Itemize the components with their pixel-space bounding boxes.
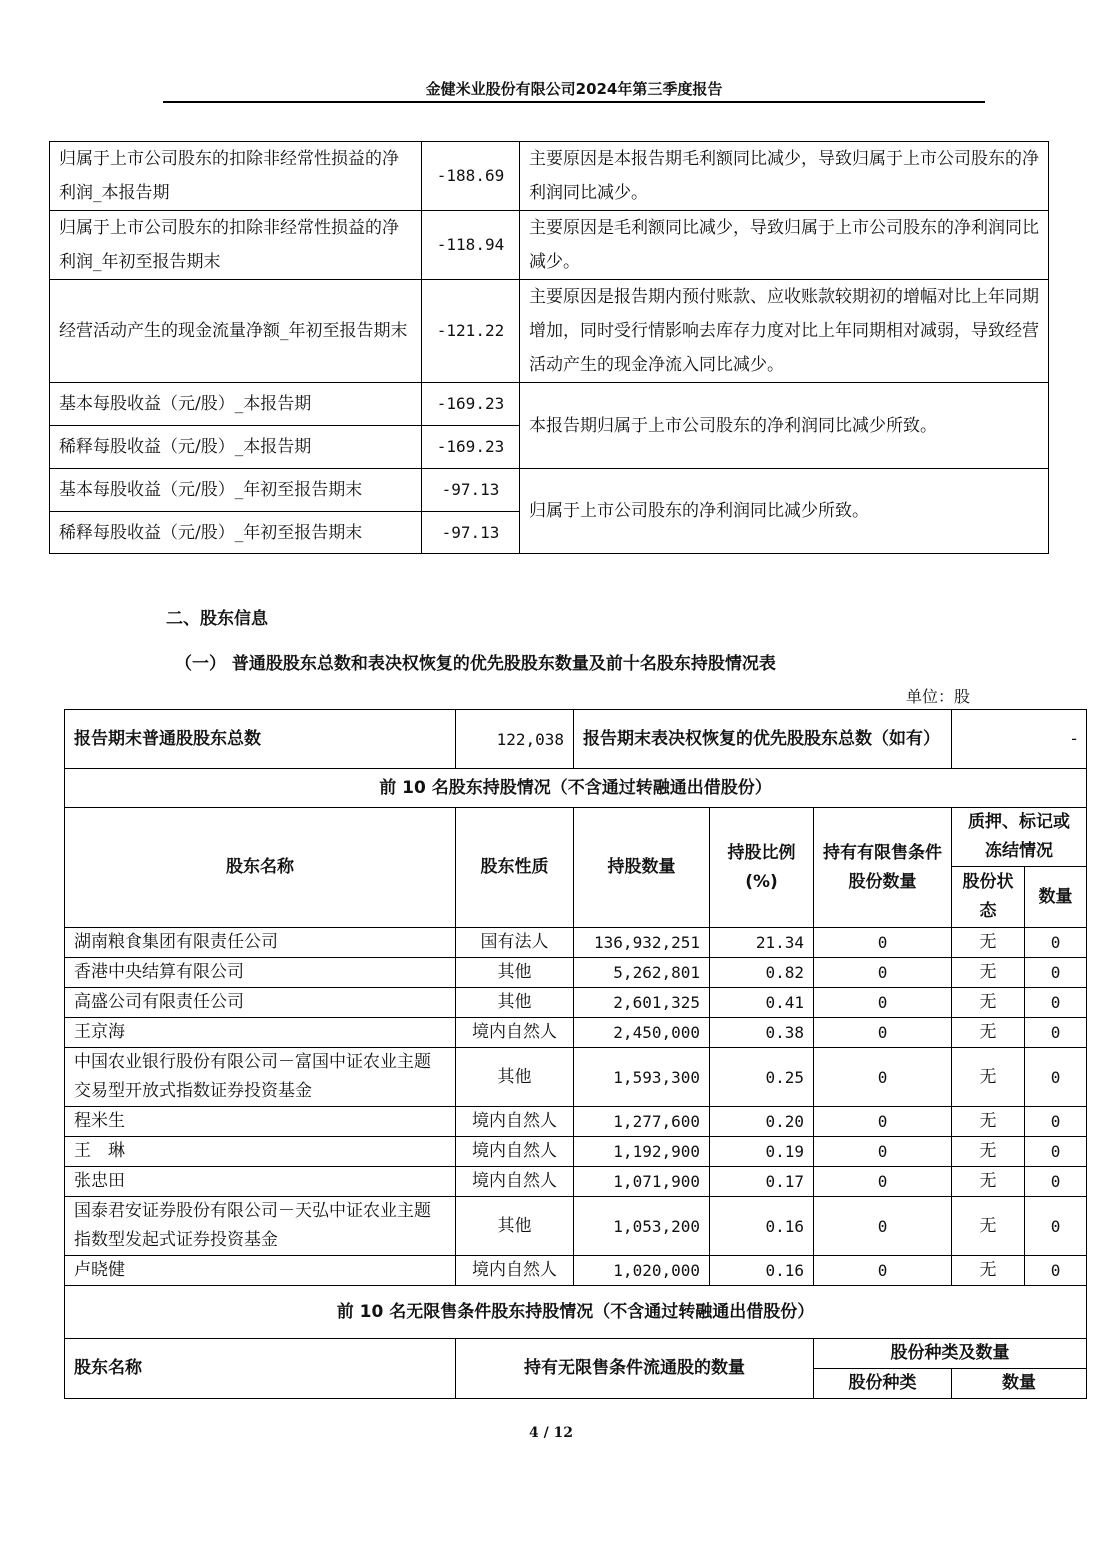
item-value: -169.23 [422,383,520,426]
holder-name: 湖南粮食集团有限责任公司 [65,928,456,958]
holder-ratio: 0.20 [710,1107,814,1137]
holder-pledge-status: 无 [952,1107,1025,1137]
holder-restricted: 0 [814,928,952,958]
section-subtitle: （一） 普通股股东总数和表决权恢复的优先股股东数量及前十名股东持股情况表 [175,654,776,674]
col-header-nature: 股东性质 [456,808,574,928]
holder-name: 香港中央结算有限公司 [65,958,456,988]
col-header-restricted: 持有有限售条件股份数量 [814,808,952,928]
holder-shares: 136,932,251 [574,928,710,958]
top10-title: 前 10 名股东持股情况（不含通过转融通出借股份） [65,769,1087,808]
holder-pledge-qty: 0 [1025,958,1087,988]
holder-shares: 1,053,200 [574,1197,710,1256]
holder-ratio: 0.19 [710,1137,814,1167]
holder-pledge-qty: 0 [1025,988,1087,1018]
holder-ratio: 0.25 [710,1048,814,1107]
top10-title-row [65,769,1087,808]
item-label: 基本每股收益（元/股）_年初至报告期末 [50,469,422,512]
holder-pledge-status: 无 [952,1197,1025,1256]
item-value: -118.94 [422,211,520,280]
holder-ratio: 0.82 [710,958,814,988]
holder-name: 中国农业银行股份有限公司－富国中证农业主题交易型开放式指数证券投资基金 [65,1048,456,1107]
col-header-ratio: 持股比例(%) [710,808,814,928]
header-row [65,808,1087,867]
holder-name: 张忠田 [65,1167,456,1197]
item-value: -97.13 [422,469,520,512]
item-reason: 本报告期归属于上市公司股东的净利润同比减少所致。 [520,383,1049,469]
item-label: 经营活动产生的现金流量净额_年初至报告期末 [50,280,422,383]
holder-restricted: 0 [814,1137,952,1167]
unrestricted-col-type: 股份种类 [814,1369,952,1399]
holder-pledge-qty: 0 [1025,1137,1087,1167]
holder-restricted: 0 [814,1048,952,1107]
holder-restricted: 0 [814,1197,952,1256]
item-label: 稀释每股收益（元/股）_年初至报告期末 [50,512,422,554]
item-label: 稀释每股收益（元/股）_本报告期 [50,426,422,469]
table-row [65,958,1087,988]
holder-name: 王京海 [65,1018,456,1048]
holder-restricted: 0 [814,1107,952,1137]
total-holders-label: 报告期末普通股股东总数 [65,710,456,769]
holder-shares: 1,192,900 [574,1137,710,1167]
item-value: -169.23 [422,426,520,469]
col-header-pledge-qty: 数量 [1025,867,1087,928]
unrestricted-title-row [65,1286,1087,1339]
holder-pledge-status: 无 [952,1137,1025,1167]
holder-name: 卢晓健 [65,1256,456,1286]
report-header-title: 金健米业股份有限公司2024年第三季度报告 [425,80,723,98]
holder-nature: 境内自然人 [456,1256,574,1286]
holder-pledge-qty: 0 [1025,1048,1087,1107]
holder-nature: 国有法人 [456,928,574,958]
holder-name: 王 琳 [65,1137,456,1167]
holder-nature: 其他 [456,988,574,1018]
holder-shares: 2,601,325 [574,988,710,1018]
holder-restricted: 0 [814,1167,952,1197]
table-row [65,1256,1087,1286]
holder-nature: 其他 [456,1048,574,1107]
holder-nature: 境内自然人 [456,1107,574,1137]
unrestricted-col-name: 股东名称 [65,1339,456,1399]
table-row [50,280,1049,383]
item-label: 归属于上市公司股东的扣除非经常性损益的净利润_本报告期 [50,142,422,211]
table-row [65,1018,1087,1048]
holder-name: 国泰君安证券股份有限公司－天弘中证农业主题指数型发起式证券投资基金 [65,1197,456,1256]
total-holders-value: 122,038 [456,710,574,769]
preferred-holders-label: 报告期末表决权恢复的优先股股东总数（如有） [574,710,952,769]
table-row [50,142,1049,211]
table-row [50,383,1049,426]
shareholder-table [64,709,1087,1399]
unrestricted-col-count: 数量 [952,1369,1087,1399]
totals-row [65,710,1087,769]
holder-shares: 1,020,000 [574,1256,710,1286]
item-reason: 主要原因是毛利额同比减少，导致归属于上市公司股东的净利润同比减少。 [520,211,1049,280]
table-row [65,1137,1087,1167]
table-row [65,1197,1087,1256]
holder-nature: 其他 [456,958,574,988]
unrestricted-col-type-group: 股份种类及数量 [814,1339,1087,1369]
holder-pledge-qty: 0 [1025,1167,1087,1197]
col-header-pledge: 质押、标记或冻结情况 [952,808,1087,867]
col-header-name: 股东名称 [65,808,456,928]
table-row [65,1048,1087,1107]
item-reason: 主要原因是本报告期毛利额同比减少，导致归属于上市公司股东的净利润同比减少。 [520,142,1049,211]
holder-name: 程米生 [65,1107,456,1137]
table-row [50,211,1049,280]
holder-restricted: 0 [814,958,952,988]
holder-shares: 5,262,801 [574,958,710,988]
page-number: 4 / 12 [528,1425,574,1441]
change-reasons-table [49,141,1049,554]
holder-shares: 2,450,000 [574,1018,710,1048]
holder-shares: 1,277,600 [574,1107,710,1137]
holder-restricted: 0 [814,1018,952,1048]
holder-pledge-qty: 0 [1025,1018,1087,1048]
holder-pledge-status: 无 [952,1048,1025,1107]
holder-ratio: 0.17 [710,1167,814,1197]
holder-restricted: 0 [814,1256,952,1286]
holder-ratio: 0.16 [710,1256,814,1286]
unrestricted-title: 前 10 名无限售条件股东持股情况（不含通过转融通出借股份） [65,1286,1087,1339]
preferred-holders-value: - [952,710,1087,769]
item-reason: 主要原因是报告期内预付账款、应收账款较期初的增幅对比上年同期增加，同时受行情影响去库存力度对比上年同期相对减弱，导致经营活动产生的现金净流入同比减少。 [520,280,1049,383]
table-row [65,1107,1087,1137]
header-divider [163,101,985,103]
holder-pledge-qty: 0 [1025,1256,1087,1286]
holder-nature: 其他 [456,1197,574,1256]
item-value: -121.22 [422,280,520,383]
col-header-pledge-status: 股份状态 [952,867,1025,928]
holder-ratio: 0.16 [710,1197,814,1256]
holder-shares: 1,071,900 [574,1167,710,1197]
holder-nature: 境内自然人 [456,1167,574,1197]
holder-pledge-status: 无 [952,1018,1025,1048]
table-row [65,1167,1087,1197]
holder-pledge-status: 无 [952,1256,1025,1286]
holder-nature: 境内自然人 [456,1018,574,1048]
holder-pledge-qty: 0 [1025,928,1087,958]
item-label: 归属于上市公司股东的扣除非经常性损益的净利润_年初至报告期末 [50,211,422,280]
item-reason: 归属于上市公司股东的净利润同比减少所致。 [520,469,1049,554]
holder-pledge-status: 无 [952,928,1025,958]
holder-restricted: 0 [814,988,952,1018]
holder-ratio: 0.38 [710,1018,814,1048]
holder-pledge-status: 无 [952,1167,1025,1197]
item-value: -188.69 [422,142,520,211]
holder-name: 高盛公司有限责任公司 [65,988,456,1018]
item-label: 基本每股收益（元/股）_本报告期 [50,383,422,426]
table-row [65,988,1087,1018]
holder-nature: 境内自然人 [456,1137,574,1167]
unrestricted-header-row [65,1339,1087,1369]
holder-pledge-status: 无 [952,958,1025,988]
holder-ratio: 0.41 [710,988,814,1018]
item-value: -97.13 [422,512,520,554]
section-title: 二、股东信息 [166,609,268,629]
col-header-shares: 持股数量 [574,808,710,928]
table-row [50,469,1049,512]
unit-label: 单位：股 [906,687,971,706]
holder-pledge-status: 无 [952,988,1025,1018]
holder-pledge-qty: 0 [1025,1107,1087,1137]
holder-pledge-qty: 0 [1025,1197,1087,1256]
holder-shares: 1,593,300 [574,1048,710,1107]
unrestricted-col-qty: 持有无限售条件流通股的数量 [456,1339,814,1399]
holder-ratio: 21.34 [710,928,814,958]
table-row [65,928,1087,958]
